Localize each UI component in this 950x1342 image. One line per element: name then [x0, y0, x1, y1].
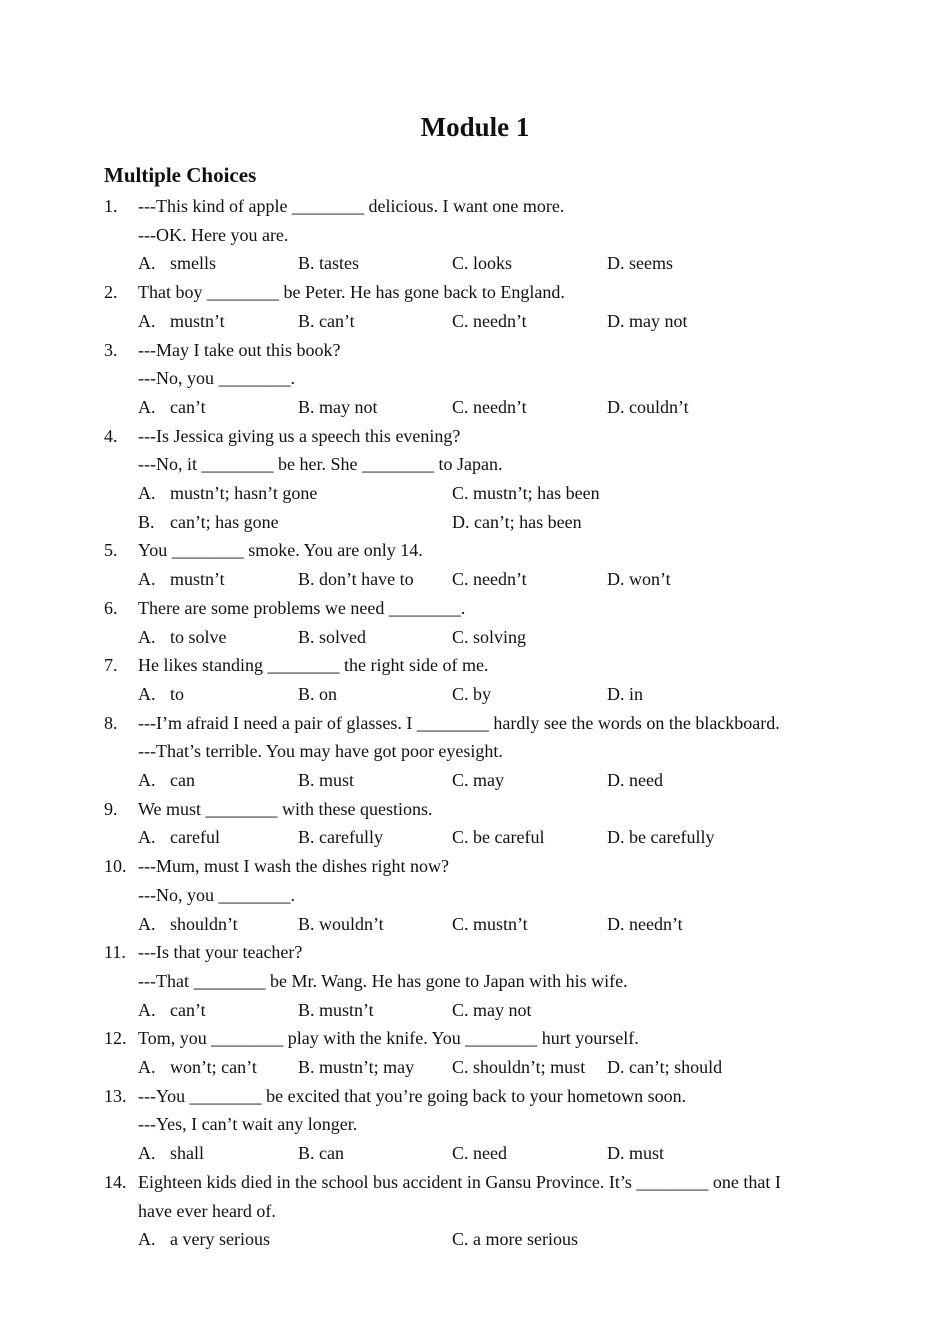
options-row	[0, 1225, 950, 1254]
option-text: mustn’t; hasn’t gone	[170, 483, 318, 503]
option	[138, 479, 317, 508]
option-letter: A.	[138, 827, 156, 848]
question-text: ---No, it ________ be her. She ________ to Japan.	[138, 454, 503, 475]
option-letter: A.	[138, 569, 156, 590]
option: C. shouldn’t; must	[452, 1057, 586, 1077]
option	[138, 766, 195, 795]
option-text: shouldn’t	[170, 913, 238, 934]
option-letter: A.	[138, 396, 156, 417]
option	[138, 823, 220, 852]
question-number: 8.	[104, 712, 118, 733]
option: D. must	[607, 1143, 665, 1164]
option	[138, 680, 184, 709]
question-text: Eighteen kids died in the school bus accident in Gansu Province. It’s ________ one that I	[138, 1171, 781, 1192]
option: B. mustn’t; may	[298, 1057, 415, 1077]
question-number: 5.	[104, 540, 118, 561]
question-number: 6.	[104, 597, 118, 618]
question-line	[0, 737, 950, 766]
question-line	[0, 594, 950, 623]
option	[138, 393, 206, 422]
option: D. can’t; has been	[452, 511, 582, 532]
question-line	[0, 1082, 950, 1111]
option: C. needn’t	[452, 569, 527, 590]
option-text: won’t; can’t	[170, 1057, 257, 1077]
option-text: to	[170, 683, 185, 704]
option-text: can’t	[170, 396, 206, 417]
question-number: 3.	[104, 339, 118, 360]
option: B. must	[298, 770, 355, 790]
options-row	[0, 393, 950, 422]
question-text: ---That’s terrible. You may have got poor eyesight.	[138, 741, 503, 762]
option-text: can’t	[170, 999, 206, 1020]
options-row	[0, 565, 950, 594]
option: C. may not	[452, 999, 532, 1020]
option: C. by	[452, 683, 492, 704]
option-text: careful	[170, 827, 220, 848]
question-text: ---Is Jessica giving us a speech this evening?	[138, 425, 461, 446]
question-text: You ________ smoke. You are only 14.	[138, 540, 423, 561]
question-number: 12.	[104, 1028, 127, 1049]
question-line	[0, 881, 950, 910]
option: C. solving	[452, 626, 527, 647]
option	[138, 623, 227, 652]
option: B. mustn’t	[298, 999, 374, 1020]
option: D. couldn’t	[607, 396, 689, 417]
question-text: ---OK. Here you are.	[138, 224, 289, 245]
question-line	[0, 938, 950, 967]
question-text: ---May I take out this book?	[138, 339, 341, 360]
question-number: 9.	[104, 798, 118, 819]
option	[138, 1053, 257, 1082]
option: B. wouldn’t	[298, 913, 384, 934]
question-text: ---This kind of apple ________ delicious. I want one more.	[138, 196, 565, 216]
option	[138, 565, 225, 594]
option-letter: A.	[138, 999, 156, 1020]
options-row	[0, 680, 950, 709]
page-title: Module 1	[420, 112, 530, 142]
option: C. be careful	[452, 827, 545, 848]
question-text: That boy ________ be Peter. He has gone back to England.	[138, 282, 565, 303]
option-letter: A.	[138, 253, 156, 274]
question-number: 14.	[104, 1171, 127, 1192]
option-letter: B.	[138, 511, 155, 532]
option-letter: A.	[138, 626, 156, 647]
option: C. mustn’t	[452, 913, 528, 934]
question-text: ---I’m afraid I need a pair of glasses. I ________ hardly see the words on the blackboard.	[138, 712, 780, 733]
question-line	[0, 450, 950, 479]
question-line	[0, 709, 950, 738]
section-heading: Multiple Choices	[104, 163, 257, 187]
question-line	[0, 1024, 950, 1053]
option: D. need	[607, 770, 663, 790]
options-row	[0, 623, 950, 652]
option-text: shall	[170, 1143, 204, 1164]
option: D. needn’t	[607, 913, 683, 934]
question-text: There are some problems we need ________.	[138, 597, 466, 618]
question-number: 4.	[104, 425, 118, 446]
option: D. can’t; should	[607, 1057, 723, 1077]
option: D. in	[607, 683, 643, 704]
question-line	[0, 852, 950, 881]
question-line	[0, 1110, 950, 1139]
question-line	[0, 422, 950, 451]
option-text: can’t; has gone	[170, 511, 279, 532]
option: B. carefully	[298, 827, 383, 848]
option	[138, 1139, 204, 1168]
options-row	[0, 1139, 950, 1168]
question-number: 2.	[104, 282, 118, 303]
question-text: ---Is that your teacher?	[138, 942, 303, 963]
question-text: ---That ________ be Mr. Wang. He has gone to Japan with his wife.	[138, 970, 628, 991]
option-letter: A.	[138, 310, 156, 331]
option	[138, 910, 238, 939]
option: B. can’t	[298, 310, 355, 331]
option-letter: A.	[138, 1057, 156, 1077]
option	[138, 996, 206, 1025]
option	[138, 508, 279, 537]
option-text: a very serious	[170, 1229, 270, 1250]
option-text: can	[170, 770, 195, 790]
question-line	[0, 221, 950, 250]
question-line	[0, 278, 950, 307]
option	[138, 249, 216, 278]
option: C. looks	[452, 253, 513, 274]
option: C. need	[452, 1143, 507, 1164]
option	[138, 1225, 270, 1254]
options-row	[0, 479, 950, 508]
question-text: ---No, you ________.	[138, 368, 295, 389]
question-number: 10.	[104, 856, 127, 877]
option: B. solved	[298, 626, 367, 647]
option: D. won’t	[607, 569, 671, 590]
option: D. be carefully	[607, 827, 715, 848]
question-line	[0, 1197, 950, 1226]
option: B. on	[298, 683, 338, 704]
option-letter: A.	[138, 913, 156, 934]
options-row	[0, 249, 950, 278]
option: B. don’t have to	[298, 569, 414, 590]
option-letter: A.	[138, 683, 156, 704]
question-number: 11.	[104, 942, 126, 963]
question-text: ---You ________ be excited that you’re going back to your hometown soon.	[138, 1085, 687, 1106]
option: D. may not	[607, 310, 688, 331]
option	[138, 307, 225, 336]
options-row	[0, 823, 950, 852]
option-letter: A.	[138, 1143, 156, 1164]
options-row	[0, 1053, 950, 1082]
option: C. needn’t	[452, 396, 527, 417]
question-text: ---Mum, must I wash the dishes right now?	[138, 856, 449, 877]
option: D. seems	[607, 253, 673, 274]
question-text: We must ________ with these questions.	[138, 798, 433, 819]
question-number: 7.	[104, 655, 118, 676]
options-row	[0, 508, 950, 537]
option-letter: A.	[138, 1229, 156, 1250]
option-text: mustn’t	[170, 569, 225, 590]
option-text: to solve	[170, 626, 227, 647]
question-line	[0, 967, 950, 996]
options-row	[0, 910, 950, 939]
options-row	[0, 307, 950, 336]
option: C. mustn’t; has been	[452, 483, 600, 503]
option-letter: A.	[138, 770, 156, 790]
option: B. may not	[298, 396, 378, 417]
question-text: ---Yes, I can’t wait any longer.	[138, 1114, 358, 1135]
option-text: smells	[170, 253, 217, 274]
question-line	[0, 795, 950, 824]
option: C. needn’t	[452, 310, 527, 331]
question-text: Tom, you ________ play with the knife. You ________ hurt yourself.	[138, 1028, 639, 1049]
option: B. tastes	[298, 253, 359, 274]
question-line	[0, 364, 950, 393]
options-row	[0, 996, 950, 1025]
question-line	[0, 536, 950, 565]
question-number: 13.	[104, 1085, 127, 1106]
option: C. a more serious	[452, 1229, 578, 1250]
question-text: ---No, you ________.	[138, 884, 295, 905]
question-text: have ever heard of.	[138, 1200, 276, 1221]
question-number: 1.	[104, 196, 118, 216]
options-row	[0, 766, 950, 795]
question-text: He likes standing ________ the right side of me.	[138, 655, 489, 676]
option-text: mustn’t	[170, 310, 225, 331]
question-line	[0, 192, 950, 221]
option: C. may	[452, 770, 504, 790]
question-line	[0, 1168, 950, 1197]
question-line	[0, 651, 950, 680]
question-line	[0, 336, 950, 365]
option: B. can	[298, 1143, 344, 1164]
option-letter: A.	[138, 483, 156, 503]
